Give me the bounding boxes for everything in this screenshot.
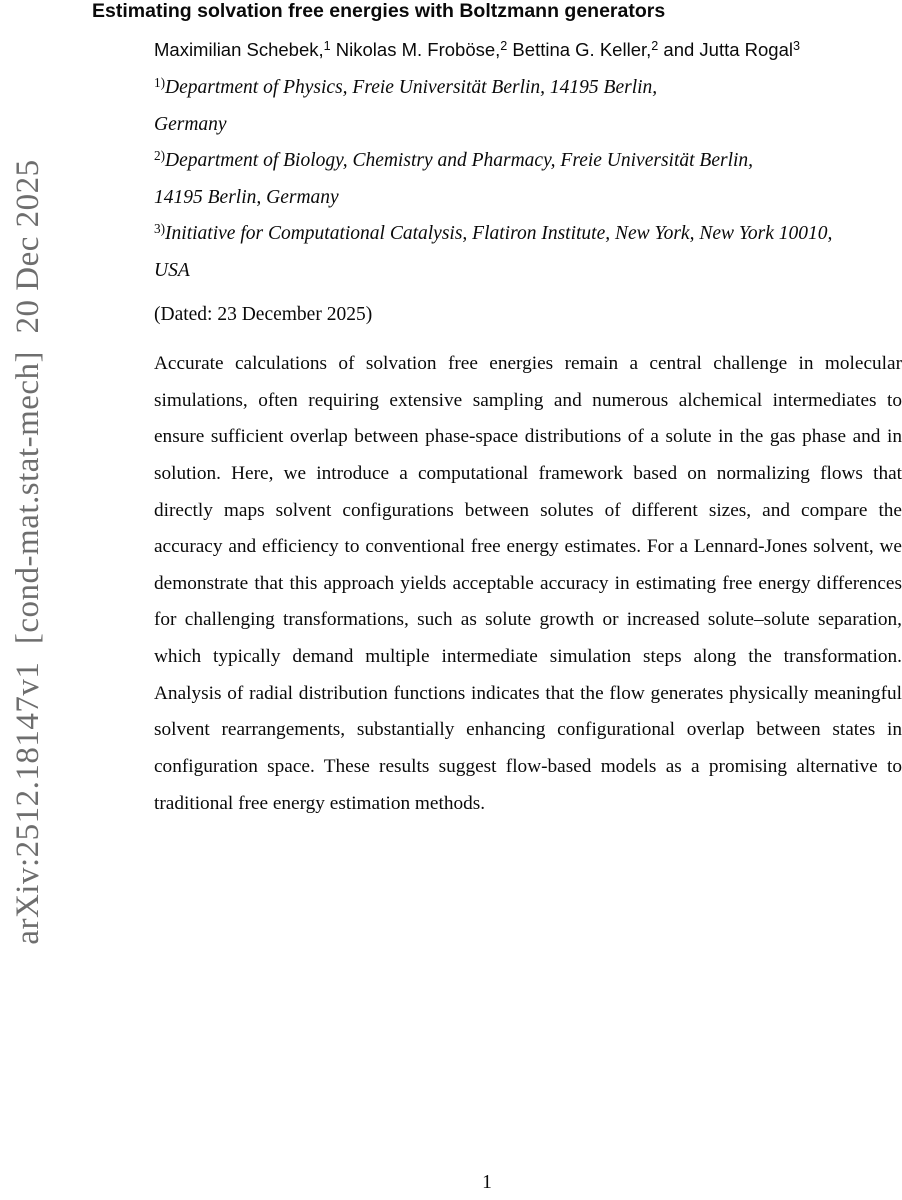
affiliation-text: Department of Physics, Freie Universität Berlin, 14195 Berlin, — [165, 77, 658, 98]
page-number: 1 — [482, 1172, 492, 1193]
affiliation-marker: 3) — [154, 221, 166, 237]
affiliation-line — [154, 216, 902, 253]
affiliation-line — [154, 180, 902, 217]
author-name: Maximilian Schebek, — [154, 39, 324, 60]
affiliation-marker: 2) — [154, 148, 166, 164]
author-name: and Jutta Rogal — [658, 39, 793, 60]
affiliation-text: Initiative for Computational Catalysis, Flatiron Institute, New York, New York 10010, — [165, 223, 833, 245]
affiliation-line — [154, 143, 902, 180]
author-name: Nikolas M. Froböse, — [330, 39, 501, 60]
affiliations-block — [154, 70, 902, 290]
abstract-text: Accurate calculations of solvation free energies remain a central challenge in molecular simulations, often requiring extensive sampling and numerous alchemical intermediates to ensure sufficient overlap between phase-space distributions of a solute in the gas phase and in solution. Here, we introduce a computational framework based on normalizing flows that directly maps solvent configurations between solutes of different sizes, and compare the accuracy and efficiency to conventional free energy estimates. For a Lennard-Jones solvent, we demonstrate that this approach yields acceptable accuracy in estimating free energy differences for challenging transformations, such as solute growth or increased solute–solute separation, which typically demand multiple intermediate simulation steps along the transformation. Analysis of radial distribution functions indicates that the flow generates physically meaningful solvent rearrangements, substantially enhancing configurational overlap between states in configuration space. These results suggest flow-based models as a promising alternative to traditional free energy estimation methods. — [154, 353, 902, 814]
paper-title: Estimating solvation free energies with Boltzmann generators — [92, 0, 666, 22]
author-affiliation-ref: 2 — [651, 39, 659, 54]
author-affiliation-ref: 2 — [500, 39, 508, 54]
affiliation-text: Germany — [154, 113, 227, 135]
affiliation-text: 14195 Berlin, Germany — [154, 186, 339, 208]
dated-line: (Dated: 23 December 2025) — [154, 304, 373, 325]
author-affiliation-ref: 3 — [793, 39, 800, 54]
affiliation-line — [154, 70, 902, 107]
author-name: Bettina G. Keller, — [507, 39, 652, 60]
author-line — [154, 39, 800, 61]
affiliation-line — [154, 107, 902, 144]
affiliation-marker: 1) — [154, 75, 166, 91]
affiliation-line — [154, 253, 902, 290]
affiliation-text: USA — [154, 259, 190, 281]
affiliation-text: Department of Biology, Chemistry and Pharmacy, Freie Universität Berlin, — [165, 150, 754, 172]
arxiv-watermark: arXiv:2512.18147v1 [cond-mat.stat-mech] 20 Dec 2025 — [10, 159, 46, 945]
author-affiliation-ref: 1 — [323, 39, 331, 54]
